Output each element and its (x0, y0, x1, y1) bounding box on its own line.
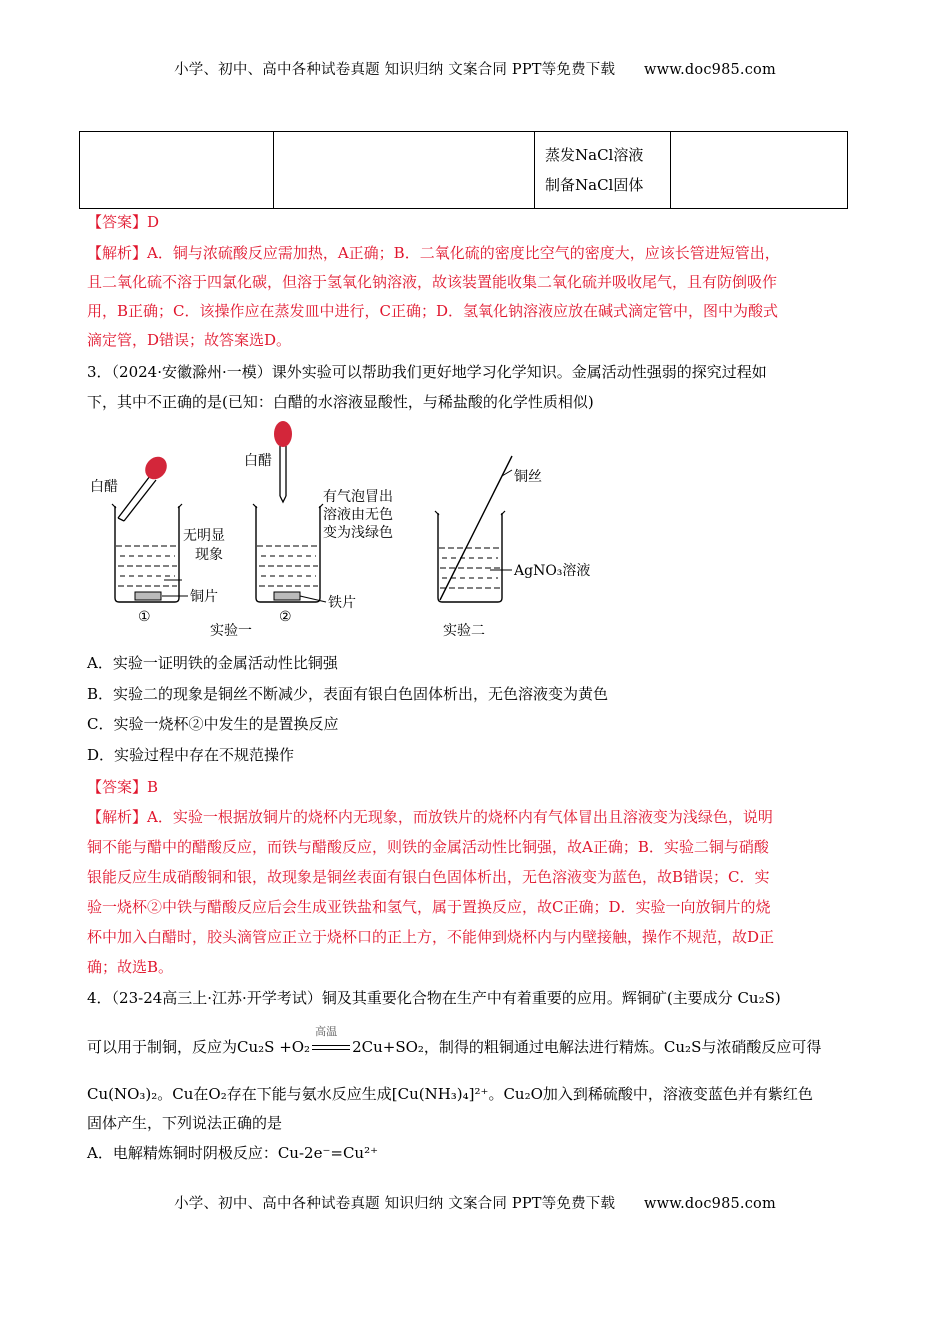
table-cell-line1: 蒸发NaCl溶液 (545, 146, 644, 164)
q3-option-c[interactable]: C．实验一烧杯②中发生的是置换反应 (87, 715, 339, 733)
q3-option-a[interactable]: A．实验一证明铁的金属活动性比铜强 (87, 654, 338, 672)
q4-stem: 固体产生，下列说法正确的是 (87, 1114, 283, 1132)
beaker-2 (253, 421, 323, 602)
q3-option-d[interactable]: D．实验过程中存在不规范操作 (87, 746, 295, 764)
dropper-bulb-2 (274, 421, 292, 447)
q4-stem-2b: 2Cu+SO₂，制得的粗铜通过电解法进行精炼。Cu₂S与浓硝酸反应可得 (352, 1038, 822, 1056)
beaker-1 (112, 452, 182, 602)
q2-answer: 【答案】D (87, 213, 160, 231)
bubbles-label-1: 有气泡冒出 (323, 489, 393, 505)
no-change-label-2: 现象 (195, 547, 223, 563)
page-footer (0, 1192, 950, 1213)
q3-stem: 下，其中不正确的是(已知：白醋的水溶液显酸性，与稀盐酸的化学性质相似) (87, 393, 594, 411)
high-temp-label: 高温 (315, 1025, 338, 1038)
q4-stem-reaction (87, 1025, 822, 1057)
q3-option-b[interactable]: B．实验二的现象是铜丝不断减少，表面有银白色固体析出，无色溶液变为黄色 (87, 685, 609, 703)
copper-wire-shape (440, 456, 512, 600)
copper-piece-shape (135, 592, 161, 600)
copper-piece-label: 铜片 (190, 589, 218, 605)
q4-option-a[interactable]: A．电解精炼铜时阴极反应：Cu-2e⁻=Cu²⁺ (87, 1144, 379, 1162)
beaker-1-label: ① (138, 609, 151, 625)
table-cell-empty-2 (274, 132, 535, 209)
q2-analysis-line: 且二氧化硫不溶于四氯化碳，但溶于氢氧化钠溶液，故该装置能收集二氧化硫并吸收尾气，且有防倒吸作 (87, 273, 778, 291)
q3-stem: 3．（2024·安徽滁州·一模）课外实验可以帮助我们更好地学习化学知识。金属活动性强弱的探究过程如 (87, 363, 767, 381)
dropper-bulb-1 (141, 452, 172, 483)
high-temp-arrow (312, 1025, 350, 1055)
copper-wire-label: 铜丝 (514, 469, 542, 485)
vinegar-label-2: 白醋 (244, 453, 272, 469)
q2-analysis-line: 【解析】A．铜与浓硫酸反应需加热，A正确；B．二氧化硫的密度比空气的密度大，应该长管进短管出， (87, 244, 780, 262)
no-change-label-1: 无明显 (183, 528, 225, 544)
q3-analysis-line: 铜不能与醋中的醋酸反应，而铁与醋酸反应，则铁的金属活动性比铜强，故A正确；B．实验二铜与硝酸 (87, 838, 769, 856)
iron-piece-label: 铁片 (328, 595, 356, 611)
experiment-figure (80, 418, 620, 643)
exp2-label: 实验二 (443, 623, 485, 639)
answer-table (79, 131, 848, 209)
q3-analysis-line: 确；故选B。 (87, 958, 174, 976)
vinegar-label-1: 白醋 (90, 479, 118, 495)
q3-answer: 【答案】B (87, 778, 159, 796)
footer-site: www.doc985.com (643, 1196, 776, 1212)
q3-analysis-line: 银能反应生成硝酸铜和银，故现象是铜丝表面有银白色固体析出，无色溶液变为蓝色，故B错误；C．实 (87, 868, 770, 886)
q4-stem-2a: 可以用于制铜，反应为Cu₂S +O₂ (87, 1038, 311, 1056)
bubbles-label-3: 变为浅绿色 (323, 525, 393, 541)
q3-analysis-line: 杯中加入白醋时，胶头滴管应正立于烧杯口的正上方，不能伸到烧杯内与内壁接触，操作不规范，故D正 (87, 928, 775, 946)
table-cell-empty-4 (671, 132, 848, 209)
q2-analysis-line: 用，B正确；C．该操作应在蒸发皿中进行，C正确；D．氢氧化钠溶液应放在碱式滴定管中，图中为酸式 (87, 302, 779, 320)
q3-analysis-line: 验一烧杯②中铁与醋酸反应后会生成亚铁盐和氢气，属于置换反应，故C正确；D．实验一向放铜片的烧 (87, 898, 771, 916)
table-cell-line2: 制备NaCl固体 (545, 176, 644, 194)
exp1-label: 实验一 (210, 623, 252, 639)
q4-stem: 4．（23-24高三上·江苏·开学考试）铜及其重要化合物在生产中有着重要的应用。辉铜矿(主要成分 Cu₂S) (87, 989, 781, 1007)
q2-analysis-line: 滴定管，D错误；故答案选D。 (87, 331, 292, 349)
header-site: www.doc985.com (643, 62, 776, 78)
agno3-label: AgNO₃溶液 (514, 563, 591, 579)
footer-text: 小学、初中、高中各种试卷真题 知识归纳 文案合同 PPT等免费下载 (174, 1196, 616, 1212)
page-header (0, 58, 950, 79)
table-cell-empty-1 (80, 132, 274, 209)
q4-stem: Cu(NO₃)₂。Cu在O₂存在下能与氨水反应生成[Cu(NH₃)₄]²⁺。Cu₂O加入到稀硫酸中，溶液变蓝色并有紫红色 (87, 1085, 813, 1103)
beaker-3 (435, 456, 512, 602)
q3-analysis-line: 【解析】A．实验一根据放铜片的烧杯内无现象，而放铁片的烧杯内有气体冒出且溶液变为浅绿色，说明 (87, 808, 773, 826)
table-cell-evaporate (535, 132, 671, 209)
bubbles-label-2: 溶液由无色 (323, 507, 393, 523)
iron-piece-shape (274, 592, 300, 600)
beaker-2-label: ② (279, 609, 292, 625)
header-text: 小学、初中、高中各种试卷真题 知识归纳 文案合同 PPT等免费下载 (174, 62, 616, 78)
